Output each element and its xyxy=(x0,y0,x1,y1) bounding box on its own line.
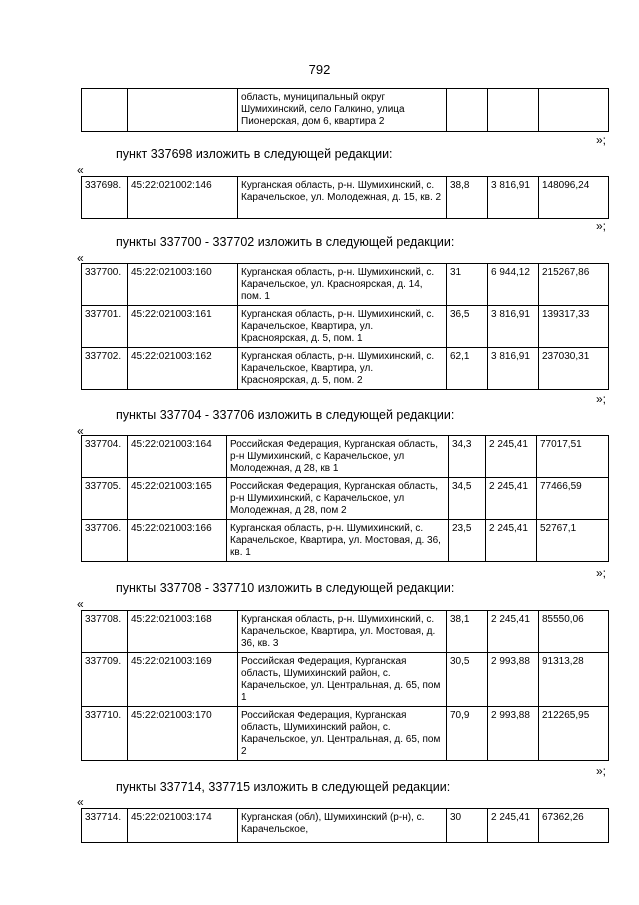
cadastral-number-cell: 45:22:021003:164 xyxy=(128,436,227,478)
row-number-cell: 337706. xyxy=(82,520,128,562)
cadastral-number-cell: 45:22:021003:166 xyxy=(128,520,227,562)
cadastral-number-cell: 45:22:021003:165 xyxy=(128,478,227,520)
area-cell xyxy=(447,89,488,132)
rate-cell xyxy=(488,89,539,132)
table-row xyxy=(82,707,609,761)
address-cell: Курганская область, р-н. Шумихинский, с. Карачельское, ул. Молодежная, д. 15, кв. 2 xyxy=(238,177,447,219)
area-cell: 30,5 xyxy=(447,653,488,707)
table-row xyxy=(82,611,609,653)
table-row xyxy=(82,177,609,219)
address-cell: Курганская область, р-н. Шумихинский, с. Карачельское, Квартира, ул. Мостовая, д. 36, кв. 1 xyxy=(227,520,449,562)
table-row xyxy=(82,348,609,390)
cadastral-number-cell: 45:22:021003:168 xyxy=(128,611,238,653)
row-number-cell: 337708. xyxy=(82,611,128,653)
address-cell: Курганская область, р-н. Шумихинский, с. Карачельское, Квартира, ул. Красноярская, д. 5, пом. 1 xyxy=(238,306,447,348)
opening-quote: « xyxy=(77,163,84,177)
row-number-cell: 337709. xyxy=(82,653,128,707)
rate-cell: 3 816,91 xyxy=(488,348,539,390)
opening-quote: « xyxy=(77,251,84,265)
row-number-cell: 337701. xyxy=(82,306,128,348)
rate-cell: 2 245,41 xyxy=(486,520,537,562)
area-cell: 34,5 xyxy=(449,478,486,520)
value-cell: 77466,59 xyxy=(537,478,609,520)
address-cell: Российская Федерация, Курганская область, р-н Шумихинский, с Карачельское, ул Молодежная, д 28, пом 2 xyxy=(227,478,449,520)
cadastral-number-cell: 45:22:021003:160 xyxy=(128,264,238,306)
rate-cell: 6 944,12 xyxy=(488,264,539,306)
section-intro: пункты 337714, 337715 изложить в следующей редакции: xyxy=(116,780,451,794)
cadastral-number-cell: 45:22:021002:146 xyxy=(128,177,238,219)
cadastral-number-cell xyxy=(128,89,238,132)
registry-table xyxy=(81,176,609,219)
row-number-cell: 337705. xyxy=(82,478,128,520)
closing-quote: »; xyxy=(596,392,607,406)
value-cell: 52767,1 xyxy=(537,520,609,562)
closing-quote: »; xyxy=(596,566,607,580)
area-cell: 31 xyxy=(447,264,488,306)
value-cell: 237030,31 xyxy=(539,348,609,390)
value-cell: 215267,86 xyxy=(539,264,609,306)
closing-quote: »; xyxy=(596,219,607,233)
row-number-cell: 337710. xyxy=(82,707,128,761)
row-number-cell: 337702. xyxy=(82,348,128,390)
cadastral-number-cell: 45:22:021003:170 xyxy=(128,707,238,761)
area-cell: 36,5 xyxy=(447,306,488,348)
rate-cell: 2 245,41 xyxy=(486,478,537,520)
closing-quote: »; xyxy=(596,764,607,778)
rate-cell: 3 816,91 xyxy=(488,177,539,219)
cadastral-number-cell: 45:22:021003:162 xyxy=(128,348,238,390)
rate-cell: 2 245,41 xyxy=(488,611,539,653)
section-intro: пункты 337704 - 337706 изложить в следующей редакции: xyxy=(116,408,455,422)
value-cell: 139317,33 xyxy=(539,306,609,348)
registry-table-continued xyxy=(81,88,609,132)
closing-quote: »; xyxy=(596,133,607,147)
table-row xyxy=(82,653,609,707)
registry-table xyxy=(81,808,609,843)
row-number-cell: 337704. xyxy=(82,436,128,478)
address-cell: Российская Федерация, Курганская область, р-н Шумихинский, с Карачельское, ул Молодежная, д 28, кв 1 xyxy=(227,436,449,478)
table-row xyxy=(82,478,609,520)
section-intro: пункт 337698 изложить в следующей редакции: xyxy=(116,147,393,161)
value-cell xyxy=(539,89,609,132)
page-number: 792 xyxy=(308,62,331,77)
table-row xyxy=(82,264,609,306)
opening-quote: « xyxy=(77,424,84,438)
value-cell: 77017,51 xyxy=(537,436,609,478)
table-row xyxy=(82,306,609,348)
value-cell: 85550,06 xyxy=(539,611,609,653)
opening-quote: « xyxy=(77,597,84,611)
value-cell: 212265,95 xyxy=(539,707,609,761)
address-cell: Курганская область, р-н. Шумихинский, с. Карачельское, ул. Красноярская, д. 14, пом. 1 xyxy=(238,264,447,306)
area-cell: 38,8 xyxy=(447,177,488,219)
table-row xyxy=(82,436,609,478)
section-intro: пункты 337708 - 337710 изложить в следующей редакции: xyxy=(116,581,455,595)
rate-cell: 2 993,88 xyxy=(488,707,539,761)
area-cell: 34,3 xyxy=(449,436,486,478)
row-number-cell: 337698. xyxy=(82,177,128,219)
row-number-cell: 337700. xyxy=(82,264,128,306)
address-cell: Курганская (обл), Шумихинский (р-н), с. Карачельское, xyxy=(238,809,447,843)
address-cell: Курганская область, р-н. Шумихинский, с. Карачельское, Квартира, ул. Красноярская, д. 5, пом. 2 xyxy=(238,348,447,390)
row-number-cell xyxy=(82,89,128,132)
address-cell: Российская Федерация, Курганская область, Шумихинский район, с. Карачельское, ул. Центральная, д. 65, пом 2 xyxy=(238,707,447,761)
rate-cell: 2 993,88 xyxy=(488,653,539,707)
opening-quote: « xyxy=(77,795,84,809)
row-number-cell: 337714. xyxy=(82,809,128,843)
value-cell: 67362,26 xyxy=(539,809,609,843)
registry-table xyxy=(81,610,609,761)
rate-cell: 2 245,41 xyxy=(488,809,539,843)
rate-cell: 2 245,41 xyxy=(486,436,537,478)
rate-cell: 3 816,91 xyxy=(488,306,539,348)
address-cell: Курганская область, р-н. Шумихинский, с. Карачельское, Квартира, ул. Мостовая, д. 36, кв. 3 xyxy=(238,611,447,653)
registry-table xyxy=(81,263,609,390)
value-cell: 91313,28 xyxy=(539,653,609,707)
area-cell: 30 xyxy=(447,809,488,843)
cadastral-number-cell: 45:22:021003:174 xyxy=(128,809,238,843)
value-cell: 148096,24 xyxy=(539,177,609,219)
area-cell: 38,1 xyxy=(447,611,488,653)
cadastral-number-cell: 45:22:021003:161 xyxy=(128,306,238,348)
table-row xyxy=(82,520,609,562)
address-cell: Российская Федерация, Курганская область, Шумихинский район, с. Карачельское, ул. Центральная, д. 65, пом 1 xyxy=(238,653,447,707)
table-row xyxy=(82,809,609,843)
table-row xyxy=(82,89,609,132)
area-cell: 23,5 xyxy=(449,520,486,562)
section-intro: пункты 337700 - 337702 изложить в следующей редакции: xyxy=(116,235,455,249)
area-cell: 62,1 xyxy=(447,348,488,390)
cadastral-number-cell: 45:22:021003:169 xyxy=(128,653,238,707)
address-cell: область, муниципальный округ Шумихинский, село Галкино, улица Пионерская, дом 6, квартира 2 xyxy=(238,89,447,132)
area-cell: 70,9 xyxy=(447,707,488,761)
registry-table xyxy=(81,435,609,562)
